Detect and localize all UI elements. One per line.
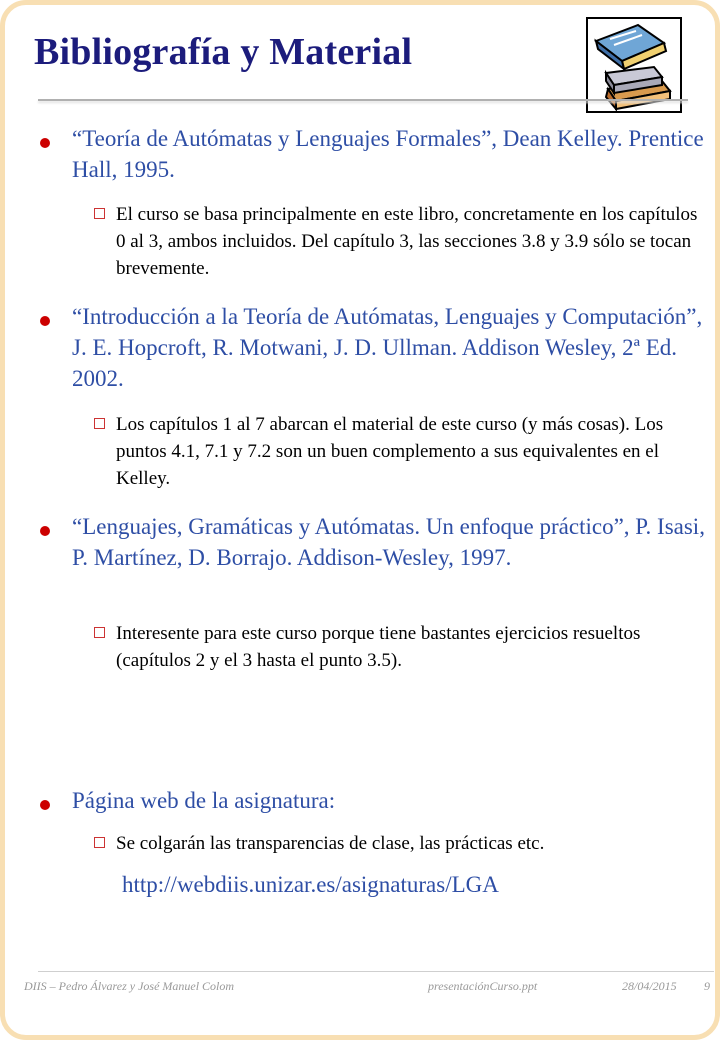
bullet-icon (40, 526, 50, 536)
footer-date: 28/04/2015 (622, 979, 677, 993)
bibliography-note: Interesente para este curso porque tiene bastantes ejercicios resueltos (capítulos 2 y el 3 hasta el punto 3.5). (116, 623, 641, 671)
footer-filename: presentaciónCurso.ppt (428, 979, 538, 993)
bullet-icon (40, 316, 50, 326)
page-title: Bibliografía y Material (34, 31, 413, 73)
footer-page-number: 9 (704, 979, 710, 993)
bibliography-item: “Teoría de Autómatas y Lenguajes Formales”, Dean Kelley. Prentice Hall, 1995. (72, 126, 704, 182)
title-divider (38, 99, 688, 101)
sub-bullet-icon (94, 208, 105, 219)
bibliography-item: “Lenguajes, Gramáticas y Autómatas. Un enfoque práctico”, P. Isasi, P. Martínez, D. Borrajo. Addison-Wesley, 1997. (72, 514, 705, 570)
sub-bullet-icon (94, 418, 105, 429)
footer-authors: DIIS – Pedro Álvarez y José Manuel Colom (24, 979, 235, 993)
bibliography-note: El curso se basa principalmente en este libro, concretamente en los capítulos 0 al 3, ambos incluidos. Del capítulo 3, las secciones 3.8 y 3.9 sólo se tocan brevemente. (116, 204, 698, 279)
bullet-icon (40, 138, 50, 148)
website-item: Página web de la asignatura: (72, 788, 336, 813)
course-url-link[interactable]: http://webdiis.unizar.es/asignaturas/LGA (122, 872, 499, 897)
footer-divider (38, 971, 714, 972)
sub-bullet-icon (94, 627, 105, 638)
website-note: Se colgarán las transparencias de clase, las prácticas etc. (116, 833, 545, 854)
bibliography-note: Los capítulos 1 al 7 abarcan el material de este curso (y más cosas). Los puntos 4.1, 7.1 y 7.2 son un buen complemento a sus equivalentes en el Kelley. (116, 414, 664, 489)
sub-bullet-icon (94, 837, 105, 848)
bibliography-item: “Introducción a la Teoría de Autómatas, Lenguajes y Computación”, J. E. Hopcroft, R. Motwani, J. D. Ullman. Addison Wesley, 2ª Ed. 2002. (72, 304, 703, 391)
bullet-icon (40, 800, 50, 810)
